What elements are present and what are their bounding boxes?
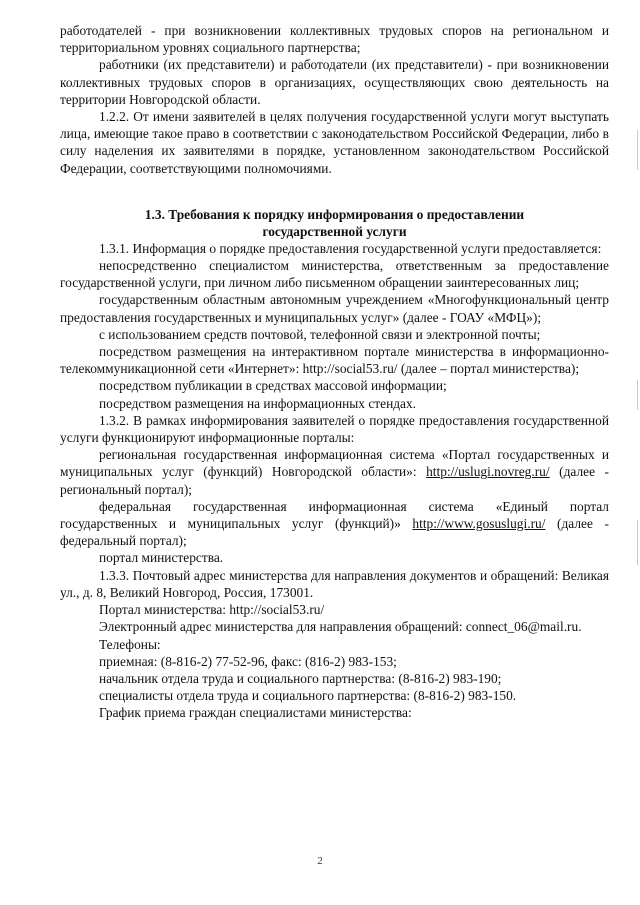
section-title-1-3 [60, 206, 609, 240]
scan-edge-mark [637, 520, 638, 565]
paragraph-ministry-portal-item: портал министерства. [99, 550, 224, 566]
paragraph-1-3-1: 1.3.1. Информация о порядке предоставления государственной услуги предоставляется: [99, 240, 602, 256]
federal-portal-link[interactable]: http://www.gosuslugi.ru/ [412, 516, 546, 532]
document-body [60, 22, 609, 722]
paragraph-reception-phone: приемная: (8-816-2) 77-52-96, факс: (816-2) 983-153; [99, 653, 397, 669]
section-title-line-1: 1.3. Требования к порядку информирования о предоставлении [144, 206, 525, 222]
paragraph-federal-portal [60, 498, 609, 550]
paragraph-direct-specialist: непосредственно специалистом министерства, ответственным за предоставление государственной услуги, при личном либо письменном обращении заинтересованных лиц; [60, 258, 609, 291]
scan-edge-mark [637, 380, 638, 410]
paragraph-specialists-phone: специалисты отдела труда и социального партнерства: (8-816-2) 983-150. [99, 688, 517, 704]
regional-portal-text: региональная государственная информационная система «Портал государственных и муниципальных услуг (функций) Новгородской области»: [60, 447, 609, 480]
paragraph-ministry-portal: посредством размещения на интерактивном портале министерства в информационно-телекоммуникационной сети «Интернет»: http://social53.ru/ (далее – портал министерства); [60, 344, 609, 377]
paragraph-head-phone: начальник отдела труда и социального партнерства: (8-816-2) 983-190; [99, 670, 502, 686]
paragraph-info-stands: посредством размещения на информационных стендах. [99, 395, 417, 411]
paragraph-portal-address: Портал министерства: http://social53.ru/ [99, 602, 325, 618]
paragraph-communication-means: с использованием средств почтовой, телефонной связи и электронной почты; [99, 326, 541, 342]
scan-edge-mark [637, 130, 638, 170]
paragraph-email-address: Электронный адрес министерства для направления обращений: connect_06@mail.ru. [99, 619, 582, 635]
regional-portal-link[interactable]: http://uslugi.novreg.ru/ [426, 464, 550, 480]
federal-portal-text: федеральная государственная информационная система «Единый портал государственных и муниципальных услуг (функций)» [60, 498, 609, 532]
paragraph-phones-heading: Телефоны: [99, 636, 161, 652]
paragraph-reception-schedule: График приема граждан специалистами министерства: [99, 705, 412, 721]
paragraph-mfc: государственным областным автономным учреждением «Многофункциональный центр предоставления государственных и муниципальных услуг» (далее - ГОАУ «МФЦ»); [60, 292, 609, 325]
paragraph-1-3-3: 1.3.3. Почтовый адрес министерства для направления документов и обращений: Великая ул., д. 8, Великий Новгород, Россия, 173001. [60, 567, 609, 600]
paragraph-workers-disputes: работники (их представители) и работодатели (их представители) - при возникновении коллективных трудовых споров в организациях, осуществляющих свою деятельность на территории Новгородской области. [60, 57, 609, 107]
paragraph-employers-disputes: работодателей - при возникновении коллективных трудовых споров на региональном и территориальном уровнях социального партнерства; [60, 23, 609, 56]
section-title-line-2: государственной услуги [262, 223, 407, 239]
paragraph-1-3-2: 1.3.2. В рамках информирования заявителей о порядке предоставления государственной услуги функционируют информационные порталы: [60, 412, 609, 446]
regional-portal-tail: (далее - региональный портал); [60, 464, 609, 497]
paragraph-mass-media: посредством публикации в средствах массовой информации; [99, 378, 447, 394]
paragraph-1-2-2: 1.2.2. От имени заявителей в целях получения государственной услуги могут выступать лица, имеющие такое право в соответствии с законодательством Российской Федерации, либо в силу наделения их заявителями в порядке, установленном законодательством Российской Федерации, соответствующими полномочиями. [60, 109, 609, 176]
federal-portal-tail: (далее - федеральный портал); [60, 516, 609, 549]
page-number: 2 [317, 855, 323, 867]
paragraph-regional-portal [60, 446, 609, 498]
